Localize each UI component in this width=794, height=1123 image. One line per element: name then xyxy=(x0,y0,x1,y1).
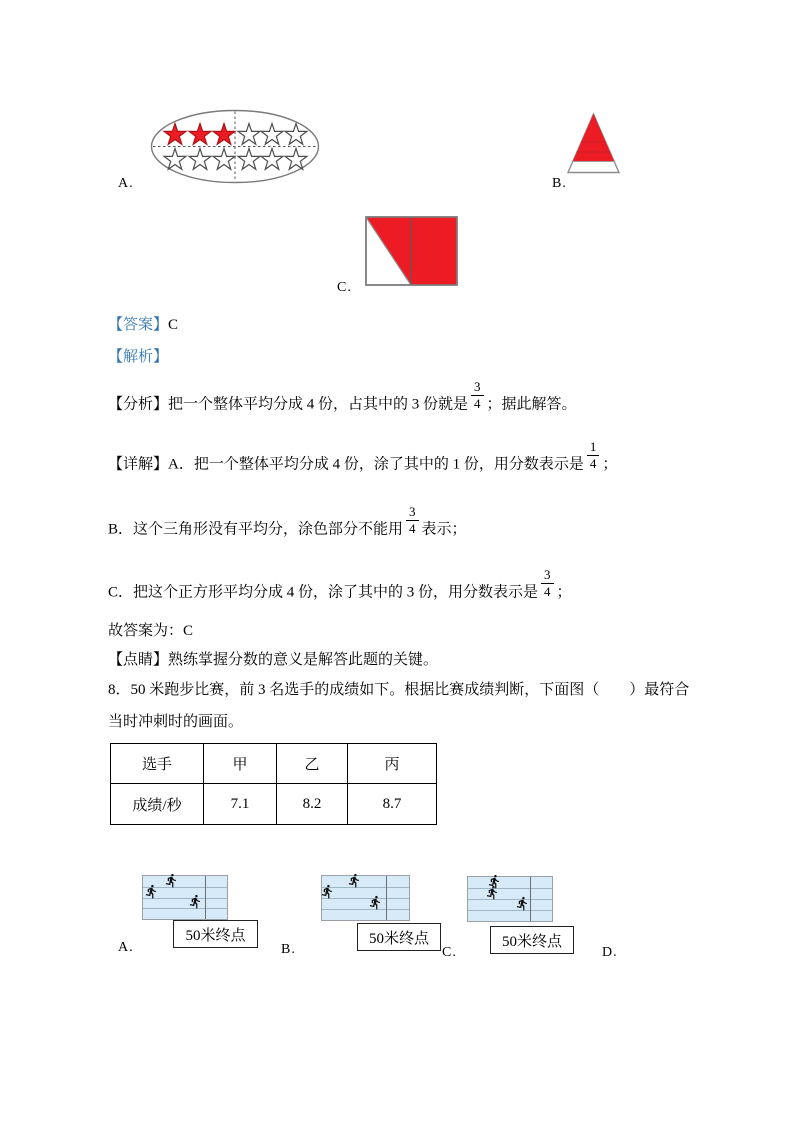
fraction-denominator: 4 xyxy=(544,584,551,600)
runner-icon xyxy=(144,884,159,899)
triangle-red-area xyxy=(573,114,614,162)
optb-text: B．这个三角形没有平均分，涂色部分不能用 xyxy=(108,521,404,538)
fraction-numerator: 3 xyxy=(406,505,419,521)
option-c-label: C. xyxy=(337,280,352,295)
runner-icon xyxy=(347,873,362,888)
optc-text-post: ； xyxy=(556,584,572,601)
option-d-label: D. xyxy=(602,945,618,960)
fraction xyxy=(587,440,600,472)
race-track-figure xyxy=(467,876,553,922)
runner-icon xyxy=(485,885,500,900)
conclusion-line: 故答案为：C xyxy=(108,623,194,639)
table-header-cell: 甲 xyxy=(204,744,277,784)
option-a-label: A. xyxy=(118,176,134,191)
lane-line xyxy=(468,888,552,889)
optb-text-post: 表示； xyxy=(421,521,467,538)
jiexi-line xyxy=(108,348,168,367)
fraction-numerator: 1 xyxy=(587,440,600,456)
xiangjie-text: 【详解】A．把一个整体平均分成 4 份，涂了其中的 1 份，用分数表示是 xyxy=(108,456,584,473)
option-b-explain-line xyxy=(108,505,467,539)
question8-line2: 当时冲刺时的画面。 xyxy=(108,714,244,730)
runner-icon xyxy=(515,896,530,911)
option-b-label: B. xyxy=(552,176,567,191)
fraction-numerator: 3 xyxy=(541,568,554,584)
score-table xyxy=(110,743,437,825)
table-header-cell: 乙 xyxy=(277,744,348,784)
jiexi-tag: 【解析】 xyxy=(108,349,169,365)
race-track-figure xyxy=(142,875,228,920)
option-b-label: B. xyxy=(281,942,296,957)
lane-line xyxy=(322,909,409,910)
finish-line-label: 50米终点 xyxy=(173,920,258,948)
finish-line xyxy=(205,876,206,919)
fraction-denominator: 4 xyxy=(474,396,481,412)
option-a-label: A. xyxy=(118,940,134,955)
table-cell: 成绩/秒 xyxy=(111,784,204,825)
question8-line1: 8．50 米跑步比赛，前 3 名选手的成绩如下。根据比赛成绩判断，下面图（ ）最符合 xyxy=(108,682,690,698)
answer-tag: 【答案】 xyxy=(108,317,169,333)
finish-line-label: 50米终点 xyxy=(490,926,574,954)
race-track-figure xyxy=(321,875,410,921)
option-c-label: C. xyxy=(442,945,457,960)
xiangjie-text-post: ； xyxy=(602,456,618,473)
runner-icon xyxy=(188,894,203,909)
option-a-figure xyxy=(150,109,320,184)
optc-text: C．把这个正方形平均分成 4 份，涂了其中的 3 份，用分数表示是 xyxy=(108,584,539,601)
fenxi-text: 【分析】把一个整体平均分成 4 份，占其中的 3 份就是 xyxy=(108,396,469,413)
fenxi-line xyxy=(108,380,577,414)
table-header-cell: 选手 xyxy=(111,744,204,784)
fraction-denominator: 4 xyxy=(589,456,597,472)
finish-line xyxy=(530,877,531,921)
xiangjie-line xyxy=(108,440,617,474)
option-c-figure xyxy=(365,216,458,286)
option-b-figure xyxy=(566,112,622,175)
finish-line xyxy=(386,876,387,920)
answer-value: C xyxy=(168,317,179,333)
fraction xyxy=(541,568,554,600)
lane-line xyxy=(468,910,552,911)
runner-icon xyxy=(164,873,179,888)
option-c-explain-line xyxy=(108,568,572,602)
runner-icon xyxy=(320,884,335,899)
table-cell: 8.7 xyxy=(348,784,437,825)
runner-icon xyxy=(368,895,383,910)
lane-line xyxy=(468,899,552,900)
table-cell: 8.2 xyxy=(277,784,348,825)
fraction xyxy=(406,505,419,537)
fraction-denominator: 4 xyxy=(409,521,416,537)
fenxi-text-post: ；据此解答。 xyxy=(486,396,577,413)
fraction xyxy=(471,380,484,412)
table-cell: 7.1 xyxy=(204,784,277,825)
fraction-numerator: 3 xyxy=(471,380,484,396)
lane-line xyxy=(143,908,227,909)
dianjing-line: 【点睛】熟练掌握分数的意义是解答此题的关键。 xyxy=(108,652,439,668)
square-right-red-half xyxy=(411,217,457,285)
table-header-cell: 丙 xyxy=(348,744,437,784)
answer-line xyxy=(108,316,178,335)
finish-line-label: 50米终点 xyxy=(357,923,441,951)
